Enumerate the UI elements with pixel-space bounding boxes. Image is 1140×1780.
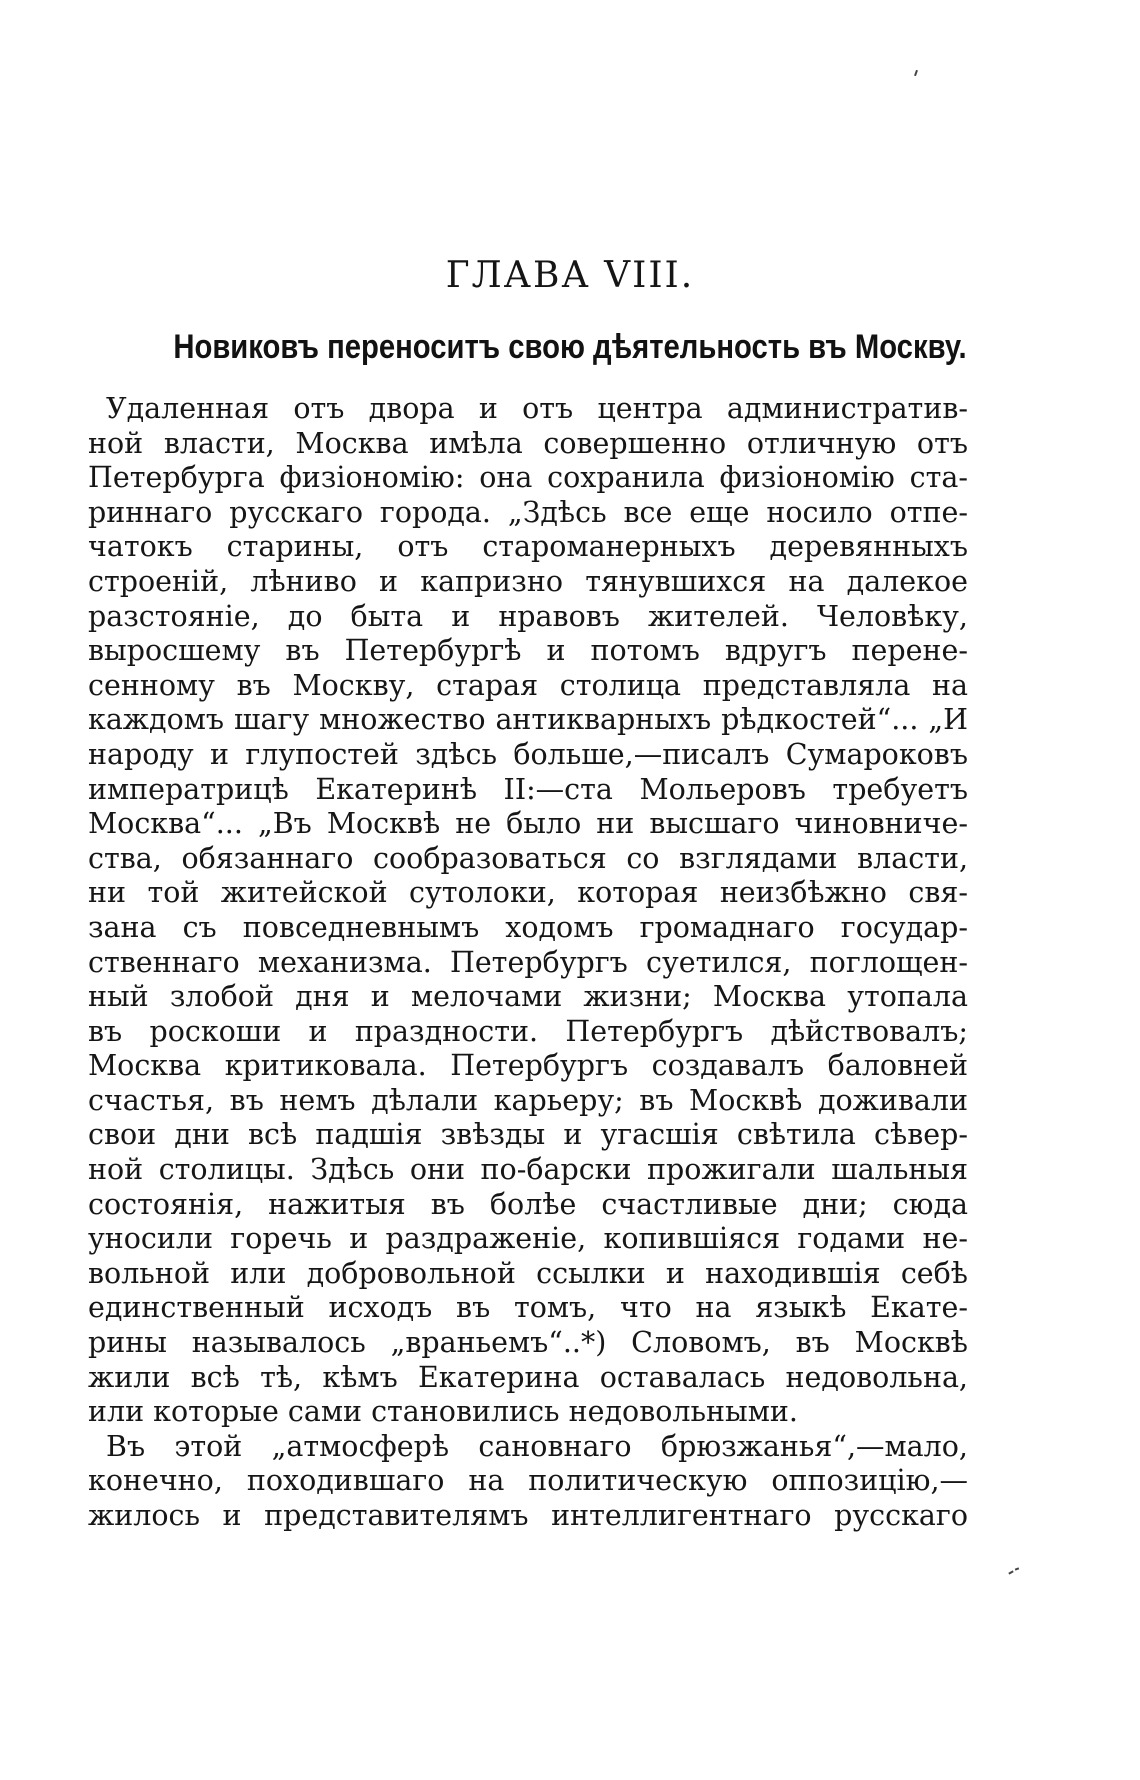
text-line: чатокъ старины, отъ староманерныхъ деревянныхъ [88,530,968,564]
chapter-number: ГЛАВА VIII. [445,255,695,296]
scan-speck [914,70,918,76]
text-line: уносили горечь и раздраженіе, копившіяся годами не- [88,1222,968,1256]
text-line: ной власти, Москва имѣла совершенно отличную отъ [88,426,968,460]
text-line: счастья, въ немъ дѣлали карьеру; въ Москвѣ доживали [88,1083,968,1117]
text-line: конечно, походившаго на политическую оппозицію,— [88,1464,968,1498]
text-line: сенному въ Москву, старая столица представляла на [88,668,968,702]
text-line: вольной или добровольной ссылки и находившія себѣ [88,1256,968,1290]
body-text [88,392,968,1534]
text-line: риннаго русскаго города. „Здѣсь все еще носило отпе- [88,495,968,529]
text-line: рины называлось „враньемъ“..*) Словомъ, въ Москвѣ [88,1326,968,1360]
text-line: ный злобой дня и мелочами жизни; Москва утопала [88,980,968,1014]
text-line: ни той житейской сутолоки, которая неизбѣжно свя- [88,876,968,910]
chapter-title: Новиковъ переноситъ свою дѣятельность въ Москву. [173,328,967,366]
text-line: въ роскоши и праздности. Петербургъ дѣйствовалъ; [88,1014,968,1048]
text-line: народу и глупостей здѣсь больше,—писалъ Сумароковъ [88,737,968,771]
text-line: Петербурга физіономію: она сохранила физіономію ста- [88,461,968,495]
text-line: Въ этой „атмосферѣ сановнаго брюзжанья“,—мало, [106,1429,968,1463]
text-line: императрицѣ Екатеринѣ II:—ста Мольеровъ требуетъ [88,772,968,806]
text-line: разстояніе, до быта и нравовъ жителей. Человѣку, [88,599,968,633]
scan-speck [1015,1567,1019,1570]
text-line: жили всѣ тѣ, кѣмъ Екатерина оставалась недовольна, [88,1360,968,1394]
text-line: состоянія, нажитыя въ болѣе счастливые дни; сюда [88,1187,968,1221]
text-line: жилось и представителямъ интеллигентнаго русскаго [88,1499,968,1532]
text-line: Москва критиковала. Петербургъ создавалъ баловней [88,1049,968,1083]
text-line: зана съ повседневнымъ ходомъ громаднаго государ- [88,910,968,944]
text-line: выросшему въ Петербургѣ и потомъ вдругъ перене- [88,634,968,668]
text-line: ства, обязаннаго сообразоваться со взглядами власти, [88,841,968,875]
text-line: каждомъ шагу множество антикварныхъ рѣдкостей“... „И [88,703,968,737]
text-line: строеній, лѣниво и капризно тянувшихся на далекое [88,564,968,598]
text-line: ной столицы. Здѣсь они по-барски прожигали шальныя [88,1153,968,1187]
text-line: или которые сами становились недовольными. [88,1395,798,1429]
text-line: Москва“... „Въ Москвѣ не было ни высшаго чиновниче- [88,807,968,841]
scan-speck [1008,1570,1013,1574]
text-line: ственнаго механизма. Петербургъ суетился, поглощен- [88,945,968,979]
text-line: свои дни всѣ падшія звѣзды и угасшія свѣтила сѣвер- [88,1118,968,1152]
text-line: Удаленная отъ двора и отъ центра административ- [106,392,968,425]
text-line: единственный исходъ въ томъ, что на языкѣ Екате- [88,1291,968,1325]
